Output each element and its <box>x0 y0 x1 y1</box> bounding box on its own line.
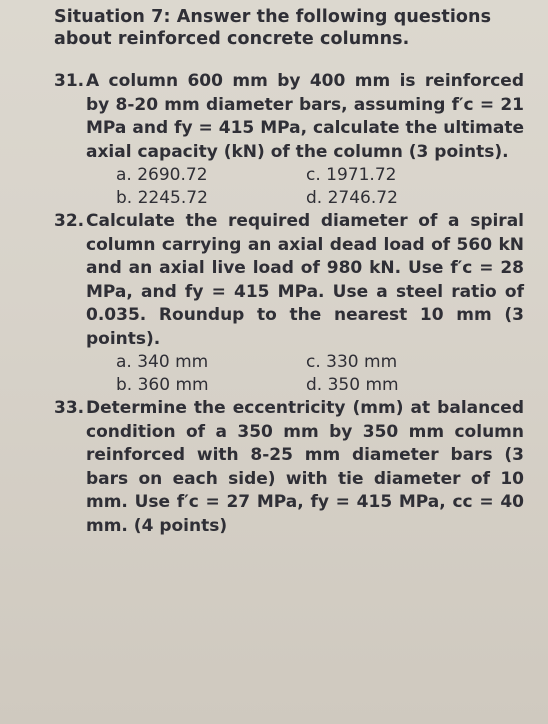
choice-letter: d. <box>306 188 323 208</box>
choices-31 <box>54 164 524 210</box>
question-text: Calculate the required diameter of a spiral column carrying an axial dead load of 560 kN and an axial live load of 980 kN. Use f′c = 28 MPa, and fy = 415 MPa. Use a steel ratio of 0.035. Roundup to the nearest 10 mm (3 points). <box>86 211 524 349</box>
choice-letter: c. <box>306 165 321 185</box>
question-number: 31. <box>54 71 85 91</box>
choice-value: 340 mm <box>137 352 209 372</box>
choice-b[interactable] <box>116 187 306 210</box>
question-text: A column 600 mm by 400 mm is reinforced by 8-20 mm diameter bars, assuming f′c = 21 MPa and fy = 415 MPa, calculate the ultimate axial capacity (kN) of the column (3 points). <box>86 71 524 162</box>
choice-letter: d. <box>306 375 323 395</box>
choice-letter: a. <box>116 165 132 185</box>
choice-letter: c. <box>306 352 321 372</box>
choice-value: 350 mm <box>327 375 399 395</box>
question-text: Determine the eccentricity (mm) at balanced condition of a 350 mm by 350 mm column reinforced with 8-25 mm diameter bars (3 bars on each side) with tie diameter of 10 mm. Use f′c = 27 MPa, fy = 415 MPa, cc = 40 mm. (4 points) <box>86 398 524 536</box>
choice-letter: b. <box>116 375 133 395</box>
choice-value: 330 mm <box>326 352 398 372</box>
worksheet-content <box>54 6 524 538</box>
choices-32 <box>54 351 524 397</box>
question-31 <box>54 70 524 164</box>
choice-d[interactable] <box>306 374 496 397</box>
question-32 <box>54 210 524 351</box>
choice-b[interactable] <box>116 374 306 397</box>
choice-c[interactable] <box>306 164 496 187</box>
situation-heading: Situation 7: Answer the following questions about reinforced concrete columns. <box>54 7 492 49</box>
choice-value: 360 mm <box>137 375 209 395</box>
choice-a[interactable] <box>116 351 306 374</box>
question-number: 33. <box>54 398 85 418</box>
choice-value: 2746.72 <box>327 188 398 208</box>
question-33 <box>54 397 524 538</box>
choice-value: 2690.72 <box>137 165 208 185</box>
choice-a[interactable] <box>116 164 306 187</box>
choice-letter: b. <box>116 188 133 208</box>
choice-value: 1971.72 <box>326 165 397 185</box>
choice-value: 2245.72 <box>137 188 208 208</box>
choice-d[interactable] <box>306 187 496 210</box>
choice-letter: a. <box>116 352 132 372</box>
choice-c[interactable] <box>306 351 496 374</box>
question-number: 32. <box>54 211 85 231</box>
